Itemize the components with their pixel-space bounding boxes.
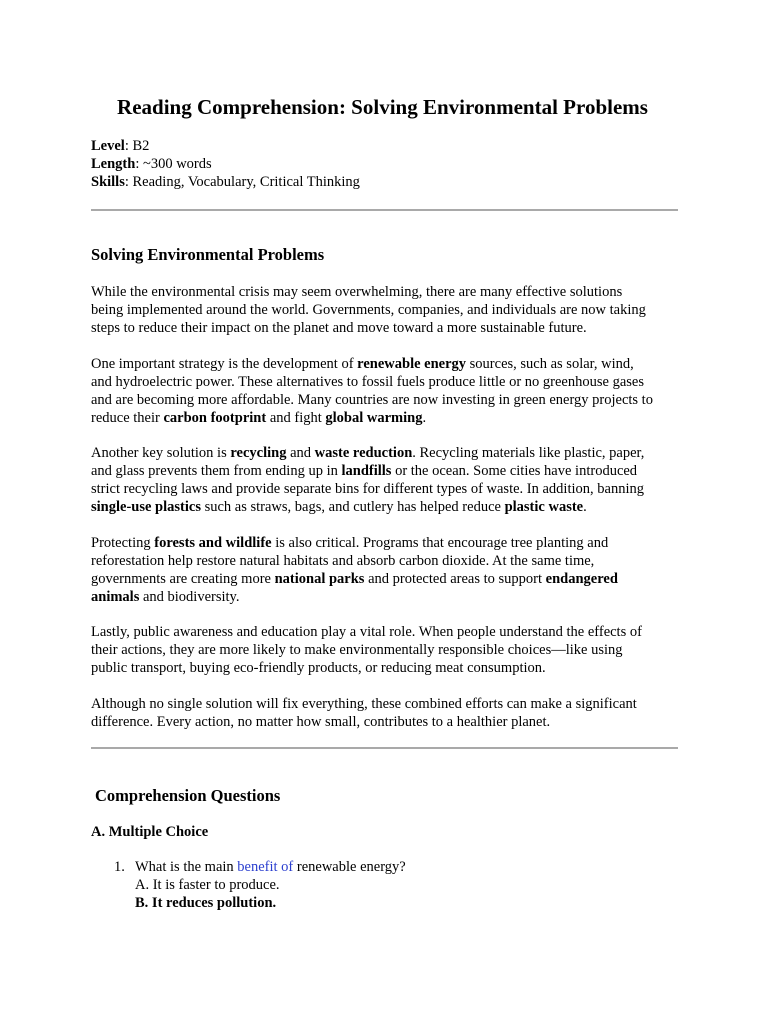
page-title: Reading Comprehension: Solving Environmental Problems (117, 95, 648, 119)
option-b: B. It reduces pollution. (135, 895, 277, 911)
question-number: 1. (114, 859, 125, 875)
paragraph-5: Lastly, public awareness and education play a vital role. When people understand the effects of their actions, they are more likely to make environmentally responsible choices—like using public transport, buying eco-friendly products, or reducing meat consumption. (91, 624, 642, 676)
meta-length: Length: ~300 words (91, 156, 212, 172)
divider-bottom (91, 747, 678, 749)
meta-level: Level: B2 (91, 138, 150, 154)
paragraph-4: Protecting forests and wildlife is also critical. Programs that encourage tree planting and reforestation help restore natural habitats and absorb carbon dioxide. At the same time, governments are creating more national parks and protected areas to support endangered animals and biodiversity. (91, 535, 618, 605)
divider-top (91, 209, 678, 211)
questions-heading: Comprehension Questions (95, 786, 281, 805)
paragraph-1: While the environmental crisis may seem overwhelming, there are many effective solutions being implemented around the world. Governments, companies, and individuals are now taking steps to reduce their impact on the planet and move toward a more sustainable future. (91, 284, 646, 336)
option-a: A. It is faster to produce. (135, 877, 280, 893)
paragraph-2: One important strategy is the development of renewable energy sources, such as solar, wind, and hydroelectric power. These alternatives to fossil fuels produce little or no greenhouse gases and are becoming more affordable. Many countries are now investing in green energy projects to reduce their carbon footprint and fight global warming. (91, 356, 653, 426)
paragraph-6: Although no single solution will fix everything, these combined efforts can make a significant difference. Every action, no matter how small, contributes to a healthier planet. (91, 696, 637, 730)
benefit-link[interactable]: benefit of (237, 859, 294, 875)
question-text: What is the main benefit of renewable energy? (135, 859, 406, 875)
meta-skills: Skills: Reading, Vocabulary, Critical Thinking (91, 174, 360, 190)
subsection-heading: A. Multiple Choice (91, 824, 209, 840)
meta-info (91, 137, 679, 191)
section-heading: Solving Environmental Problems (91, 245, 325, 264)
paragraph-3: Another key solution is recycling and waste reduction. Recycling materials like plastic, paper, and glass prevents them from ending up in landfills or the ocean. Some cities have introduced strict recycling laws and provide separate bins for different types of waste. In addition, banning single-use plastics such as straws, bags, and cutlery has helped reduce plastic waste. (91, 445, 645, 515)
